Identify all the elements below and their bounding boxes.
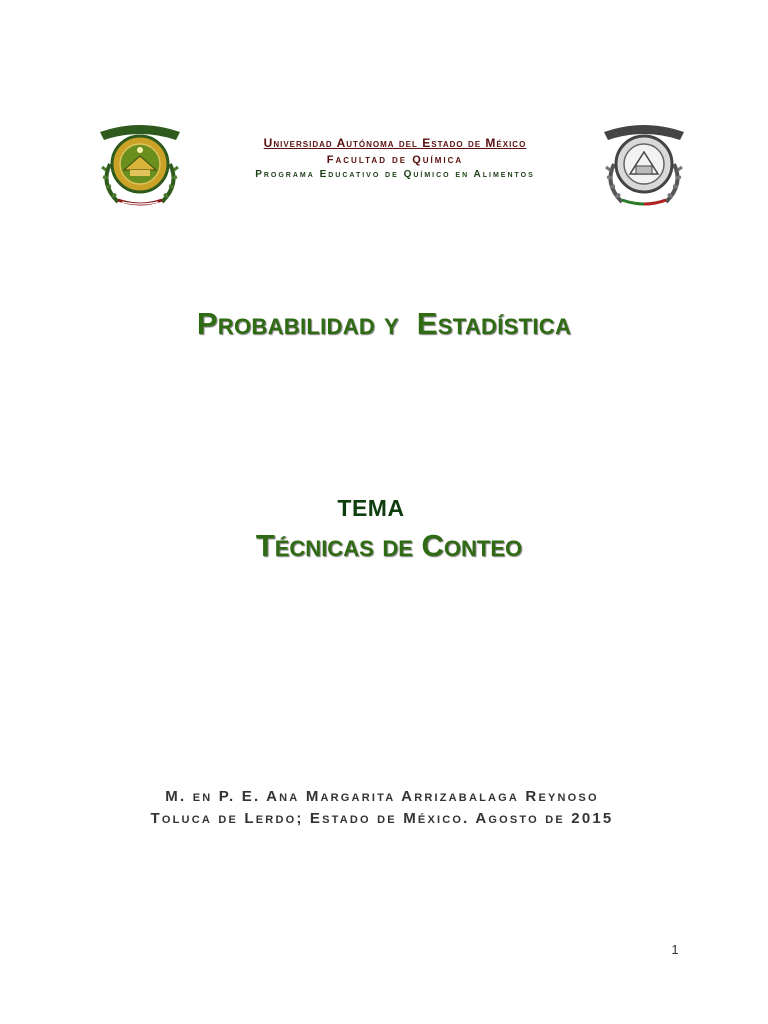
institution-header <box>190 136 600 180</box>
uaem-seal-color-icon <box>92 118 188 208</box>
course-title: Probabilidad y Estadística <box>196 306 572 341</box>
author-name: M. en P. E. Ana Margarita Arrizabalaga Reynoso <box>165 788 599 805</box>
topic-label: TEMA <box>337 495 405 521</box>
university-name: Universidad Autónoma del Estado de México <box>263 136 527 150</box>
page-number: 1 <box>671 942 679 957</box>
place-date: Toluca de Lerdo; Estado de México. Agosto de 2015 <box>150 810 614 827</box>
program-name: Programa Educativo de Químico en Alimentos <box>255 169 535 180</box>
faculty-seal-grayscale-icon <box>596 118 692 208</box>
faculty-name: Facultad de Química <box>326 154 464 166</box>
topic-title: Técnicas de Conteo <box>255 528 523 563</box>
